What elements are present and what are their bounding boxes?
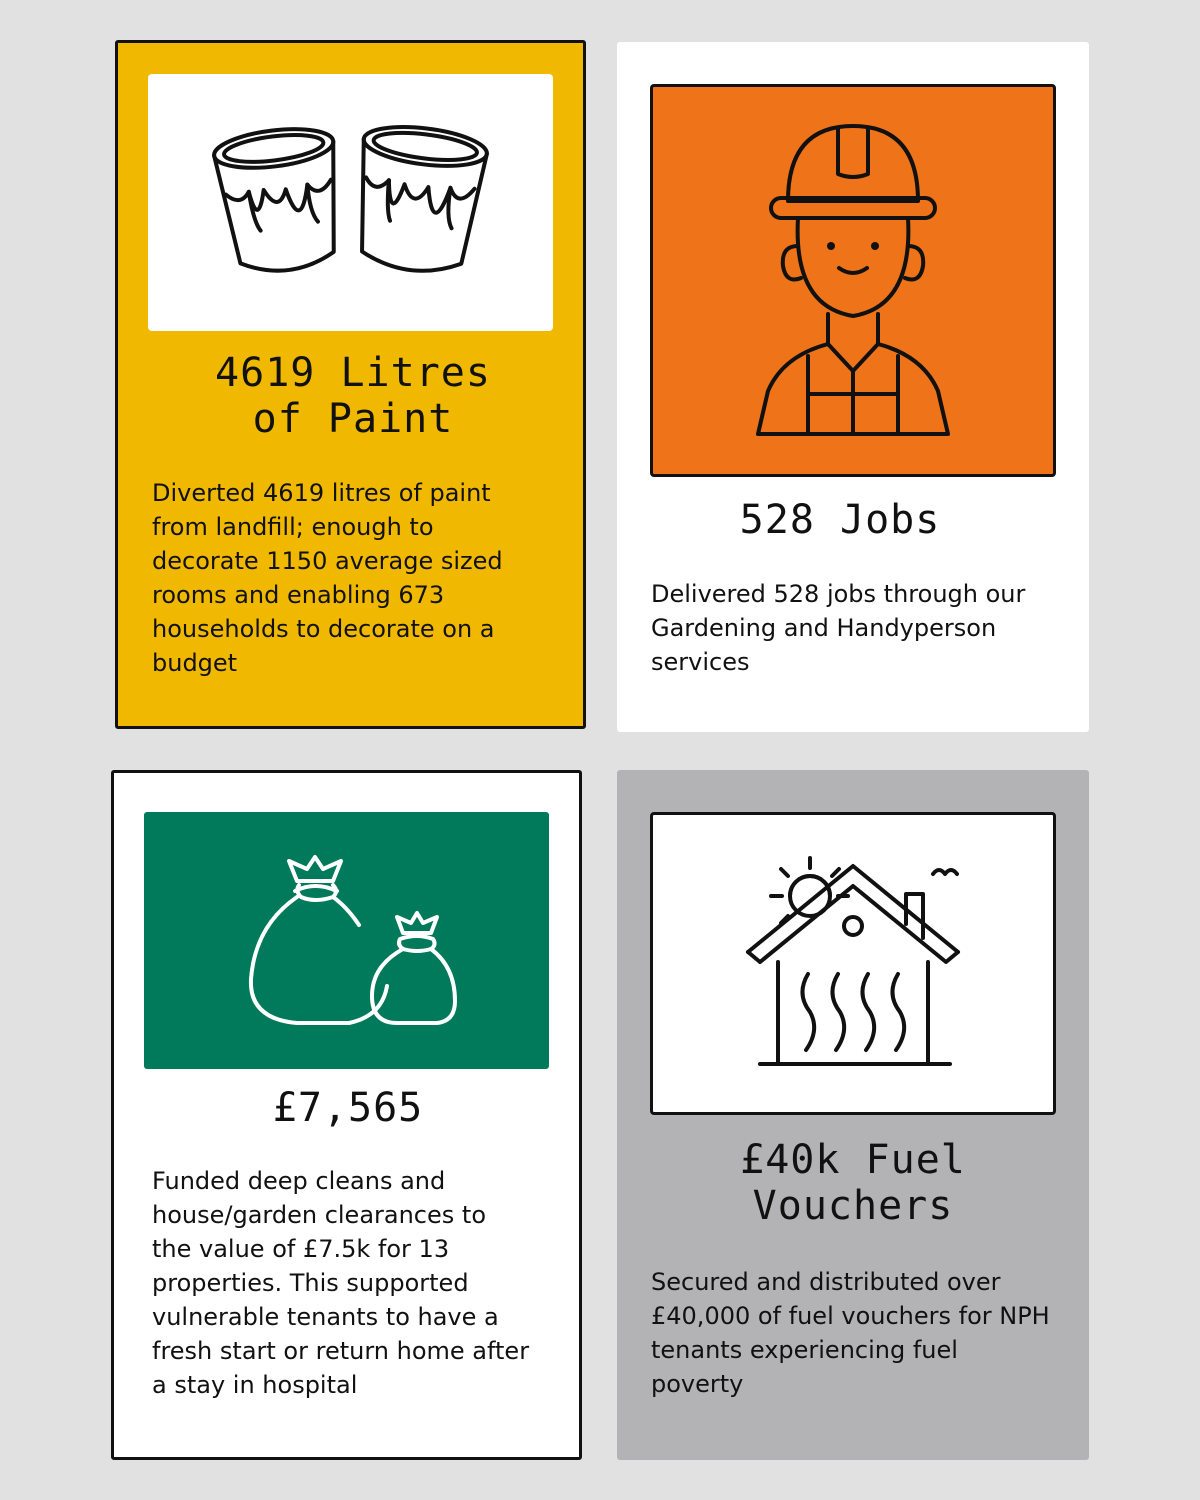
clean-icon-panel xyxy=(144,812,549,1069)
rubbish-bags-icon xyxy=(237,851,457,1031)
paint-title-line1: 4619 Litres xyxy=(215,350,491,396)
fuel-title-line2: Vouchers xyxy=(752,1183,954,1229)
paint-cans-icon xyxy=(206,118,496,288)
fuel-title xyxy=(650,1137,1056,1229)
clean-title xyxy=(150,1085,546,1131)
heated-house-icon xyxy=(738,854,968,1074)
paint-title xyxy=(150,350,556,442)
paint-title-line2: of Paint xyxy=(252,396,454,442)
paint-icon-panel xyxy=(148,74,553,331)
jobs-description: Delivered 528 jobs through our Gardening and Handyperson services xyxy=(651,580,1026,676)
paint-description: Diverted 4619 litres of paint from landfill; enough to decorate 1150 average sized rooms and enabling 673 households to decorate on a budget xyxy=(152,479,503,677)
fuel-title-line1: £40k Fuel xyxy=(740,1137,966,1183)
jobs-title xyxy=(650,497,1030,543)
construction-worker-icon xyxy=(753,116,953,446)
fuel-icon-panel xyxy=(650,812,1056,1115)
fuel-description: Secured and distributed over £40,000 of fuel vouchers for NPH tenants experiencing fuel poverty xyxy=(651,1268,1050,1398)
jobs-icon-panel xyxy=(650,84,1056,477)
clean-description: Funded deep cleans and house/garden clearances to the value of £7.5k for 13 properties. This supported vulnerable tenants to have a fresh start or return home after a stay in hospital xyxy=(152,1167,530,1399)
jobs-title-line1: 528 Jobs xyxy=(739,497,941,543)
clean-title-line1: £7,565 xyxy=(272,1085,424,1131)
